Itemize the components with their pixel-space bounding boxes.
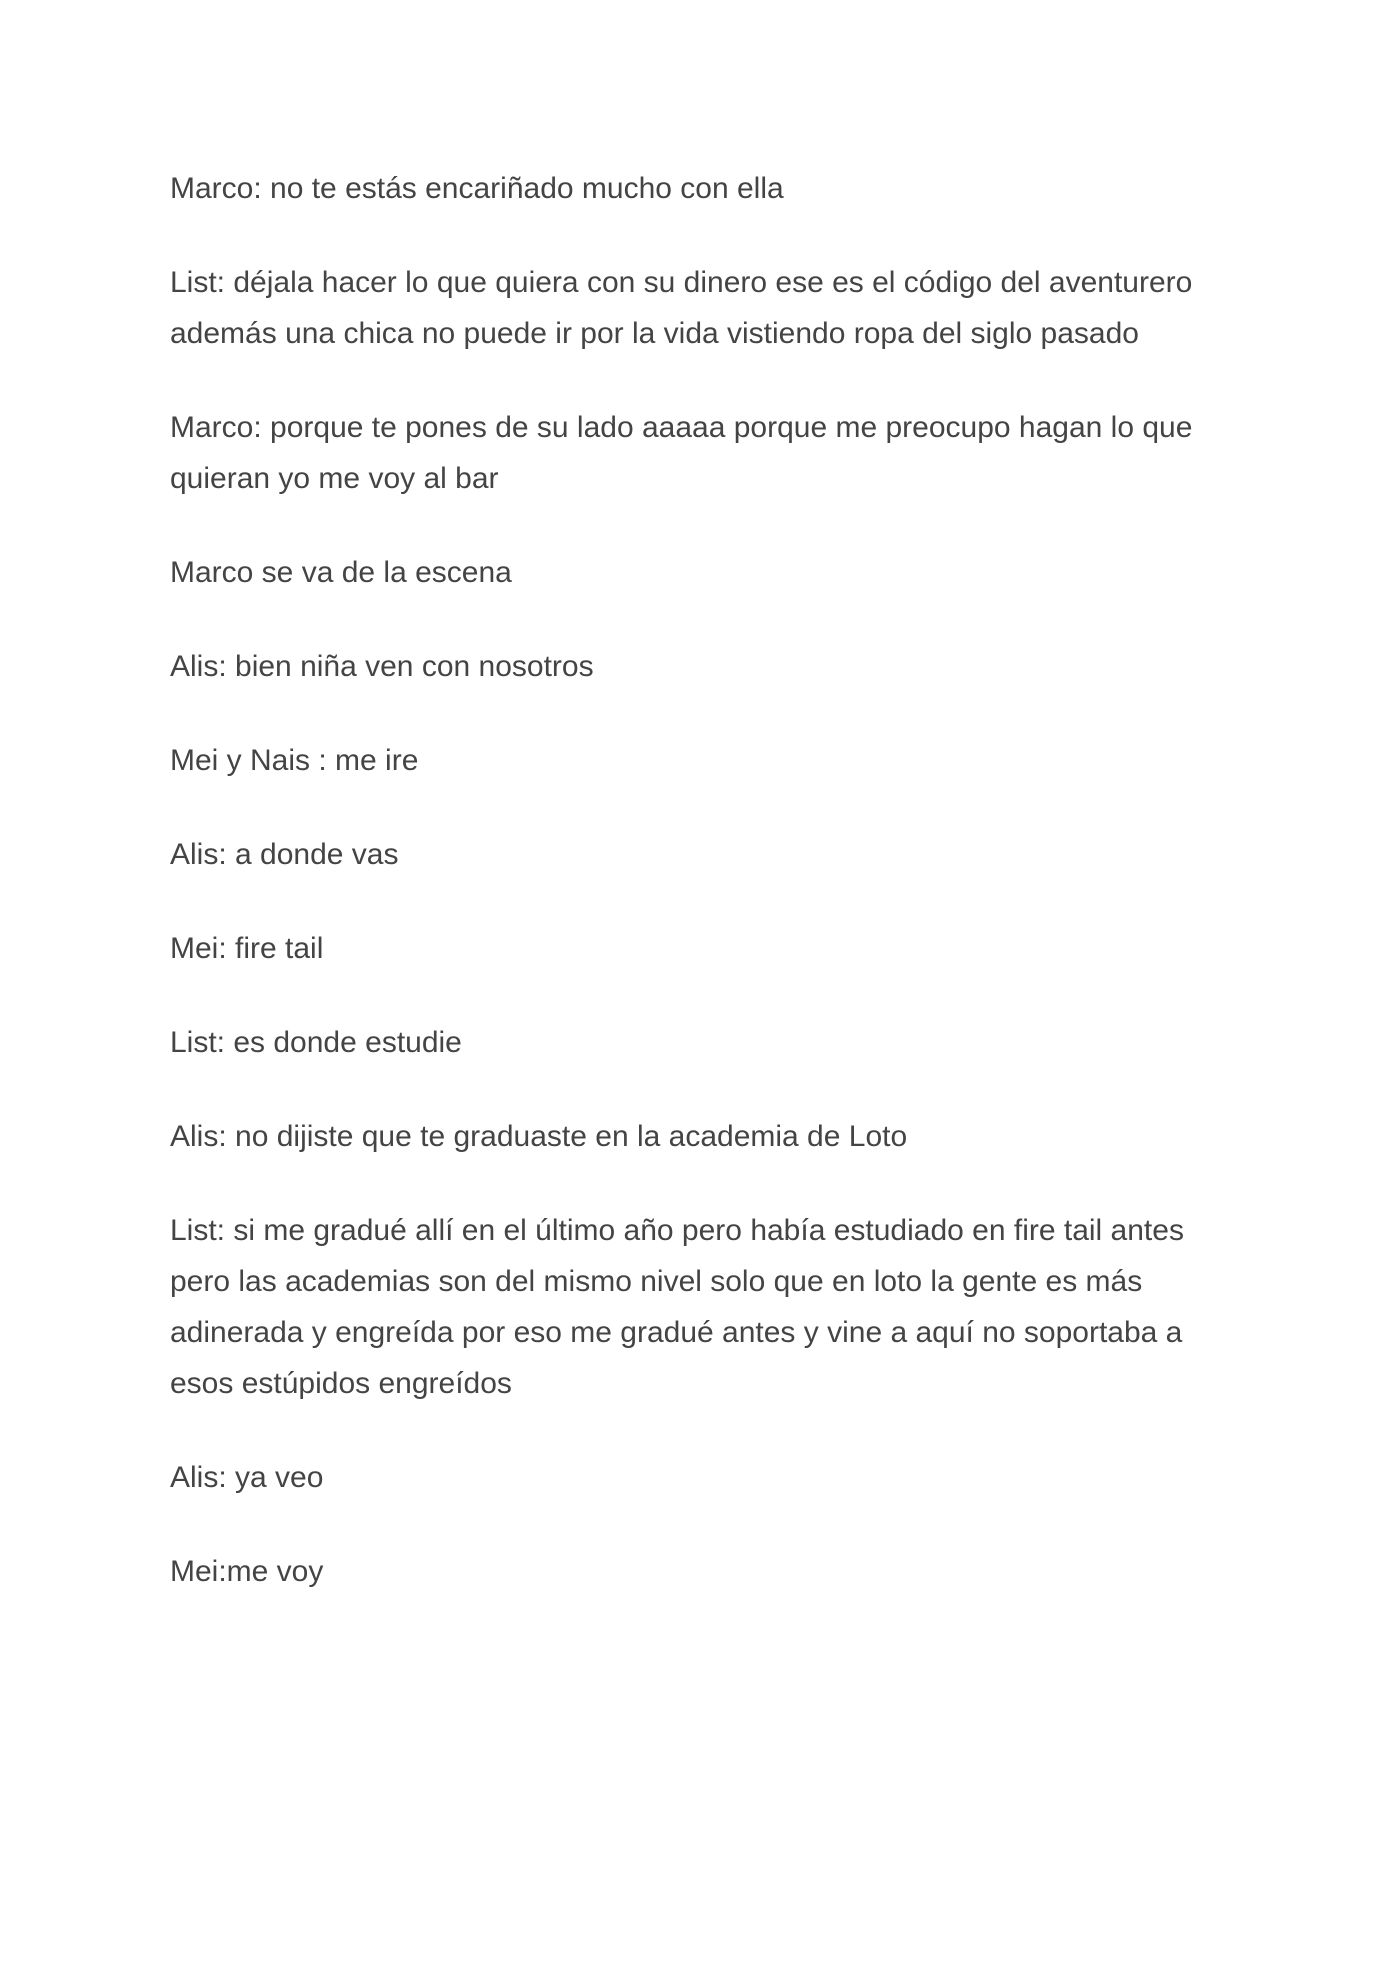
document-body xyxy=(170,163,1250,1640)
paragraph-7: Alis: a donde vas xyxy=(170,838,399,871)
paragraph-12: Alis: ya veo xyxy=(170,1461,324,1494)
paragraph-5: Alis: bien niña ven con nosotros xyxy=(170,650,594,683)
paragraph-2: List: déjala hacer lo que quiera con su dinero ese es el código del aventurero además una chica no puede ir por la vida vistiendo ropa del siglo pasado xyxy=(170,266,1193,350)
paragraph-8: Mei: fire tail xyxy=(170,932,324,965)
paragraph-11: List: si me gradué allí en el último año pero había estudiado en fire tail antes pero las academias son del mismo nivel solo que en loto la gente es más adinerada y engreída por eso me gradué antes y vine a aquí no soportaba a esos estúpidos engreídos xyxy=(170,1214,1184,1400)
paragraph-13: Mei:me voy xyxy=(170,1555,324,1588)
paragraph-9: List: es donde estudie xyxy=(170,1026,462,1059)
paragraph-1: Marco: no te estás encariñado mucho con ella xyxy=(170,172,784,205)
paragraph-4: Marco se va de la escena xyxy=(170,556,512,589)
paragraph-10: Alis: no dijiste que te graduaste en la academia de Loto xyxy=(170,1120,908,1153)
paragraph-6: Mei y Nais : me ire xyxy=(170,744,419,777)
paragraph-3: Marco: porque te pones de su lado aaaaa porque me preocupo hagan lo que quieran yo me voy al bar xyxy=(170,411,1193,495)
